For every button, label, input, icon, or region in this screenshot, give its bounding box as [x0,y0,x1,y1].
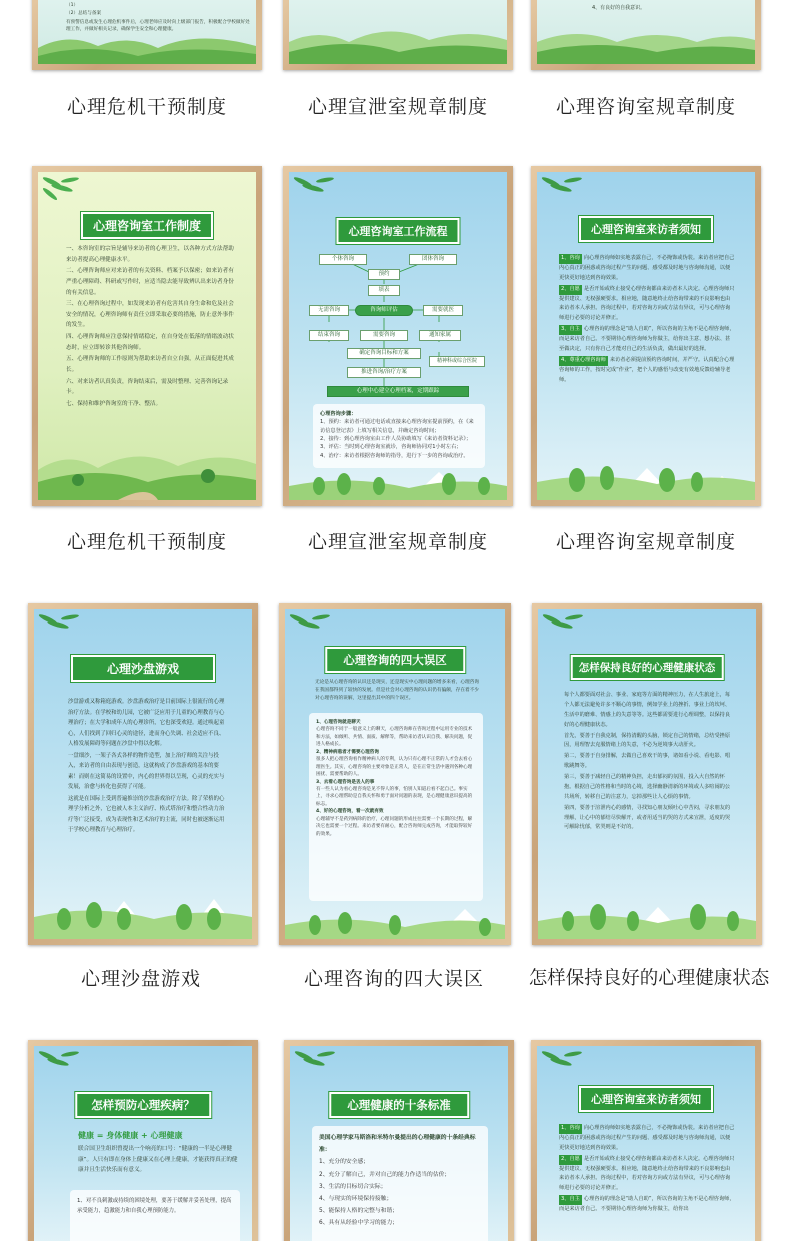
notice-item [559,356,735,386]
poster [38,0,256,64]
section-heading: 2、精神病患者才需要心理咨询 [316,749,379,755]
poster-caption: 怎样保持良好的心理健康状态 [528,968,770,989]
poster [537,1046,755,1241]
paragraph: 第三，要善于减轻自己的精神负担，走出郁闷的氛围，投入大自然的怀抱。根据自己的性格和当时的心境，选择幽静清新的环境或人多喧闹的公共场所，转移自己的注意力，忘掉那些让人心烦的事情。 [564,774,731,800]
poster-line: 4、有良好的自我意识。 [592,5,646,11]
poster-caption: 心理危机干预制度 [66,96,227,118]
bamboo-leaves-icon [287,611,347,647]
section-heading: 3、去看心理咨询是丢人的事 [316,779,375,785]
standard-item: 3、生活的目标切合实际； [319,1183,387,1190]
misconceptions-box [309,713,483,901]
poster-intro [315,679,481,704]
poster-frame[interactable] [32,166,262,506]
paragraph: 这就是在国际上受到普遍推崇的沙盘游戏治疗方法。除了荣格的心理学分析之外，它也被人本主义治疗、格式塔治疗和整合性动力治疗等广泛接受，成为表现性和艺术治疗的主流，同时也被逐渐运用于学校心理教育与心理治疗。 [68,795,225,834]
poster [290,1046,508,1241]
step-item: 2、接待：到心理咨询室由工作人员协助填写《来访者资料记录》； [320,435,472,442]
section-heading: 1、心理咨询就是聊天 [316,720,361,725]
paragraph: 一盘细沙，一架子各式各样的物件造型，加上治疗师的关注与投入，来访者的自由表现与创造，这就构成了沙盘游戏的基本的要素！而则在这简易的设置中，内心的世界得以呈现，心灵的充实与发展，治愈与转化也获得了可能。 [68,752,225,791]
notice-text: 向心理咨询师如实地表露自己，不必掩饰或伪装。来访者应把自己内心真正的困惑或咨询过程产生的问题、感受都及时地与咨询师沟通，以便更快更好地达到咨询效果。 [559,1125,735,1151]
notice-item [559,325,735,355]
paragraph: 第四，要善于渲泄内心的感情，寻找知心朋友倾吐心中苦闷，寻求朋友的理解，让心中的郁结尽快解开，或者用适当的哭的方式来宣泄，适度的哭可解除忧郁，常哭则是不好的。 [564,804,731,831]
poster-caption: 心理宣泄室规章制度 [307,531,488,553]
poster-text [66,2,251,34]
bamboo-leaves-icon [540,611,600,647]
poster-title: 心理咨询室工作制度 [81,212,213,239]
step-item: 1、预约：来访者可通过电话或直接来心理咨询室提前预约，在《来访信息登记表》上填写相关信息，并确定咨询时间； [320,419,474,434]
poster-title: 心理咨询的四大误区 [325,647,465,673]
standard-item: 1、充分的安全感； [319,1159,370,1166]
standards-intro: 美国心理学家马斯洛和米特尔曼提出的心理健康的十条经典标准： [319,1135,476,1154]
notice-item [559,285,735,325]
bamboo-leaves-icon [36,1048,96,1084]
poster-caption: 心理沙盘游戏 [80,968,201,990]
standard-item: 6、具有从经验中学习的能力； [319,1220,399,1227]
bamboo-leaves-icon [40,174,100,210]
poster [289,172,507,500]
poster-line: （1） [66,3,79,8]
notice-tag: 3、自主 [559,325,582,335]
notice-text: 来访者必须提前预约咨询时间，并严守。认真配合心理咨询师的工作，按时完成“作业”，把个人的感悟与改变有效地反馈给辅导老师。 [559,356,735,383]
poster [538,609,756,939]
bamboo-leaves-icon [539,174,599,210]
notice-tag: 4、尊重心理咨询师 [559,356,608,366]
section-text: 有一些人认为看心理咨询是见不得人的事，怕别人知道后看不起自己。事实上，寻求心理帮助是自我关怀和勇于面对问题的表现，是心理健康意识提高的标志。 [316,786,473,807]
paragraph: 沙盘游戏又称箱庭游戏。沙盘游戏治疗是目前国际上很流行的心理治疗方法。在学校和幼儿园，它被广泛应用于儿童的心理教育与心理治疗；在大学和成年人的心理诊所，它也深受欢迎。通过唤起童心，人们找到了回归心灵的途径，进而身心失调、社会适应不良、人格发展障碍等问题在沙盘中得以化解。 [68,699,225,748]
flow-node: 精神科或综合医院 [429,356,485,367]
notice-tag: 1、咨询 [559,254,582,264]
poster-frame[interactable] [283,0,513,70]
trees-illustration [537,450,755,500]
poster-frame[interactable] [531,0,761,70]
poster-frame[interactable] [28,603,258,945]
poster [289,0,507,64]
hills-illustration [537,24,755,64]
notice-text: 心理咨询的理念是“助人自助”，所以咨询的主角不是心理咨询师，而是来访者自己。不要期待心理咨询师为你做主，给你出主意、想办法、甚至做决定，只有你自己才能对自己的生活负责，做出最好的选择。 [559,326,735,352]
notice-item [559,1124,735,1154]
poster-frame[interactable] [531,166,761,506]
poster-frame[interactable] [531,1040,761,1241]
flow-node: 咨询师评估 [355,305,413,316]
trees-illustration [34,879,252,939]
hills-illustration [38,440,256,500]
poster-caption: 心理咨询室规章制度 [555,96,736,118]
flow-node: 结束咨询 [309,330,349,341]
paragraph: 无论是从心理咨询的认识还是现实，还是现实中心理问题的增多来看，心理咨询在我国都得到了较快的发展。但是社会对心理咨询的认识仍有偏颇，存在着不少对心理咨询的误解，这里提出其中的四个误区。 [315,680,480,701]
hills-illustration [289,24,507,64]
poster-text [564,691,734,834]
poster-title: 心理沙盘游戏 [71,655,215,682]
flow-node: 心理中心建立心理档案，定期跟踪 [327,386,469,397]
notice-tag: 1、咨询 [559,1124,582,1134]
rule-item: 三、在心理咨询过程中，如发现来访者有危害其自身生命和危及社会安全的情况，心理咨询师有责任立即采取必要的措施，防止意外事件的发生。 [66,301,234,329]
flow-node: 团体咨询 [409,254,457,265]
step-item: 4、治疗：来访者根据咨询师的指导，进行下一步的咨询或治疗。 [320,452,469,459]
notice-tag: 2、自愿 [559,1155,582,1165]
poster-caption: 心理危机干预制度 [66,531,227,553]
steps-box [313,404,485,468]
poster-subtitle: 健康 = 身体健康 + 心理健康 [78,1131,183,1140]
flow-node: 确定咨询目标和方案 [347,348,421,359]
notice-text: 是否开始或终止接受心理咨询都由来访者本人决定。心理咨询师只提供建议、无权强硬要求。相应地，随意地终止给咨询带来的不良影响也由来访者本人承担。咨询过程中，若对咨询方向或方法有异议，可与心理咨询师进行必要的讨论并修正。 [559,285,735,322]
poster-line: （2）总结与备案 [66,11,102,17]
notice-tag: 3、自主 [559,1195,582,1205]
flow-node: 预约 [368,269,400,280]
notice-item [559,254,735,284]
standard-item: 4、与现实的环境保持接触； [319,1195,393,1202]
notice-tag: 2、自愿 [559,285,582,295]
poster-text [68,697,228,837]
poster-frame[interactable] [283,166,513,506]
poster-text [559,254,735,386]
poster-frame[interactable] [32,0,262,70]
poster-title: 心理咨询室来访者须知 [579,216,713,242]
section-text: 心理辅导不是药到病除的治疗，心理问题的形成往往需要一个长期的过程，解决它也需要一个过程。来访者要有耐心，配合咨询师完成咨询，才能取得较好的效果。 [316,816,473,837]
poster-caption: 心理咨询的四大误区 [303,968,484,990]
section-text: 很多人把心理咨询看作精神病人的专利，认为只有心理不正常的人才会去看心理医生。其实，心理咨询的主要对象是正常人，是在正常生活中遇到各种心理困扰、需要帮助的人。 [316,757,473,778]
poster-caption: 心理宣泄室规章制度 [307,96,488,118]
rule-item: 一、本咨询室的宗旨是辅导来访者的心理卫生，以各种方式方法帮助来访者提高心理健康水平。 [66,246,234,263]
poster-title: 怎样保持良好的心理健康状态 [571,655,724,680]
poster-frame[interactable] [279,603,511,945]
flow-node: 个体咨询 [319,254,367,265]
poster [34,1046,252,1241]
poster-frame[interactable] [28,1040,258,1241]
trees-illustration [285,899,505,939]
poster-text [66,244,236,410]
notice-text: 是否开始或终止接受心理咨询都由来访者本人决定。心理咨询师只提供建议、无权强硬要求。相应地，随意地终止给咨询带来的不良影响也由来访者本人承担。咨询过程中，若对咨询方向或方法有异议，可与心理咨询师进行必要的讨论并修正。 [559,1155,735,1192]
standards-box [312,1126,488,1241]
rule-item: 二、心理咨询师应对来访者的有关资料、档案予以保密；如来访者有严重心理障碍、科研或写作时，应适当隐去能导致辨认出来访者身份的有关信息。 [66,268,234,296]
poster-caption: 心理咨询室规章制度 [555,531,736,553]
poster-text [592,4,742,14]
poster [38,172,256,500]
standard-item: 2、充分了解自己，并对自己的能力作适当的估价； [319,1171,451,1178]
poster-frame[interactable] [284,1040,514,1241]
rule-item: 六、对来访者认真负责，咨询结束后，需及时整理、完善咨询记录卡。 [66,378,229,396]
section-text: 心理咨询不同于一般意义上的聊天，心理咨询师在咨询过程中运用专业的技术和方法，如倾听、共情、面质、解释等，帮助来访者认识自我、解决问题，促进人格成长。 [316,727,473,748]
tips-box [70,1190,240,1241]
poster [34,609,252,939]
section-heading: 4、好的心理咨询，看一次就有效 [316,809,384,815]
steps-title: 心理咨询步骤： [320,411,357,417]
poster-frame[interactable] [532,603,762,945]
flow-node: 需要就医 [423,305,463,316]
paragraph: 每个人都要面对社会、事业、家庭等方面的精神压力，在人生旅途上，每个人都无法避免许多不顺心的事情，例如学业上的挫折、事业上的坎坷、生活中的磨难、情感上的失意等等。这些都需要进行心理调整，以保持良好的心理健康状态。 [564,692,731,728]
poster [537,172,755,500]
notice-text: 向心理咨询师如实地表露自己，不必掩饰或伪装。来访者应把自己内心真正的困惑或咨询过程产生的问题、感受都及时地与咨询师沟通，以便更快更好地达到咨询效果。 [559,255,735,281]
paragraph: 首先，要善于自我克制，保持清醒的头脑，锁定自己的情绪，总结受挫原因，用理智去克服情绪上的失意，不必为逆境事大动肝火。 [564,732,731,749]
poster-text [78,1144,238,1177]
bamboo-leaves-icon [292,1048,352,1084]
poster [285,609,505,939]
poster-title: 怎样预防心理疾病？ [75,1092,211,1118]
notice-text: 心理咨询的理念是“助人自助”，所以咨询的主角不是心理咨询师，而是来访者自己。不要期待心理咨询师为你做主，给你出 [559,1196,735,1212]
bamboo-leaves-icon [539,1048,599,1084]
bamboo-leaves-icon [36,611,96,647]
notice-item [559,1155,735,1195]
poster-title: 心理咨询室工作流程 [337,218,460,244]
flow-node: 无需咨询 [309,305,349,316]
poster-text [559,1124,735,1216]
poster [537,0,755,64]
poster-title: 心理健康的十条标准 [329,1092,469,1118]
standard-item: 5、能保持人格的完整与和谐； [319,1208,399,1215]
poster-line: 有预警信息或发生心理危机事件后，心理老师应及时向上级部门报告，积极配合学校做好处理工作，并做好相关记录，确保学生安全和心理健康。 [66,19,250,33]
trees-illustration [538,889,756,939]
rule-item: 七、保持和维护咨询室的干净、整洁。 [66,400,162,407]
flow-node: 填表 [368,285,400,296]
rule-item: 四、心理咨询师应注意保持情绪稳定，在自身处在低落的情绪波动状态时，应立即转诊其他咨询师。 [66,334,234,351]
trees-illustration [289,464,507,500]
tip-item: 1、对不良刺激或持续的困境处理，要善于缓解并妥善处理，提高承受能力，趋激能力和自我心理预防能力。 [77,1198,232,1215]
paragraph: 联合国卫生组织曾提出一个响亮的口号：“健康的一半是心理健康”。人只有即在身体上健康又在心理上健康，才能获得真正的健康并且生活快乐而有意义。 [78,1146,238,1174]
flow-node: 通知家属 [419,330,461,341]
rule-item: 五、心理咨询师的工作原则为帮助来访者自立自强，从正面促进其成长。 [66,356,234,373]
hills-illustration [38,34,256,64]
poster-title: 心理咨询室来访者须知 [579,1086,713,1112]
notice-item [559,1195,735,1215]
flow-node: 需要咨询 [360,330,408,341]
flow-node: 推进咨询/治疗方案 [347,367,421,378]
step-item: 3、评估：当时到心理咨询室就诊，咨询师协同对1小时左右； [320,444,462,451]
paragraph: 第二，要善于自身排解，去做自己喜欢干的事，诸如看小说、看电影、唱歌跳舞等。 [564,753,731,770]
